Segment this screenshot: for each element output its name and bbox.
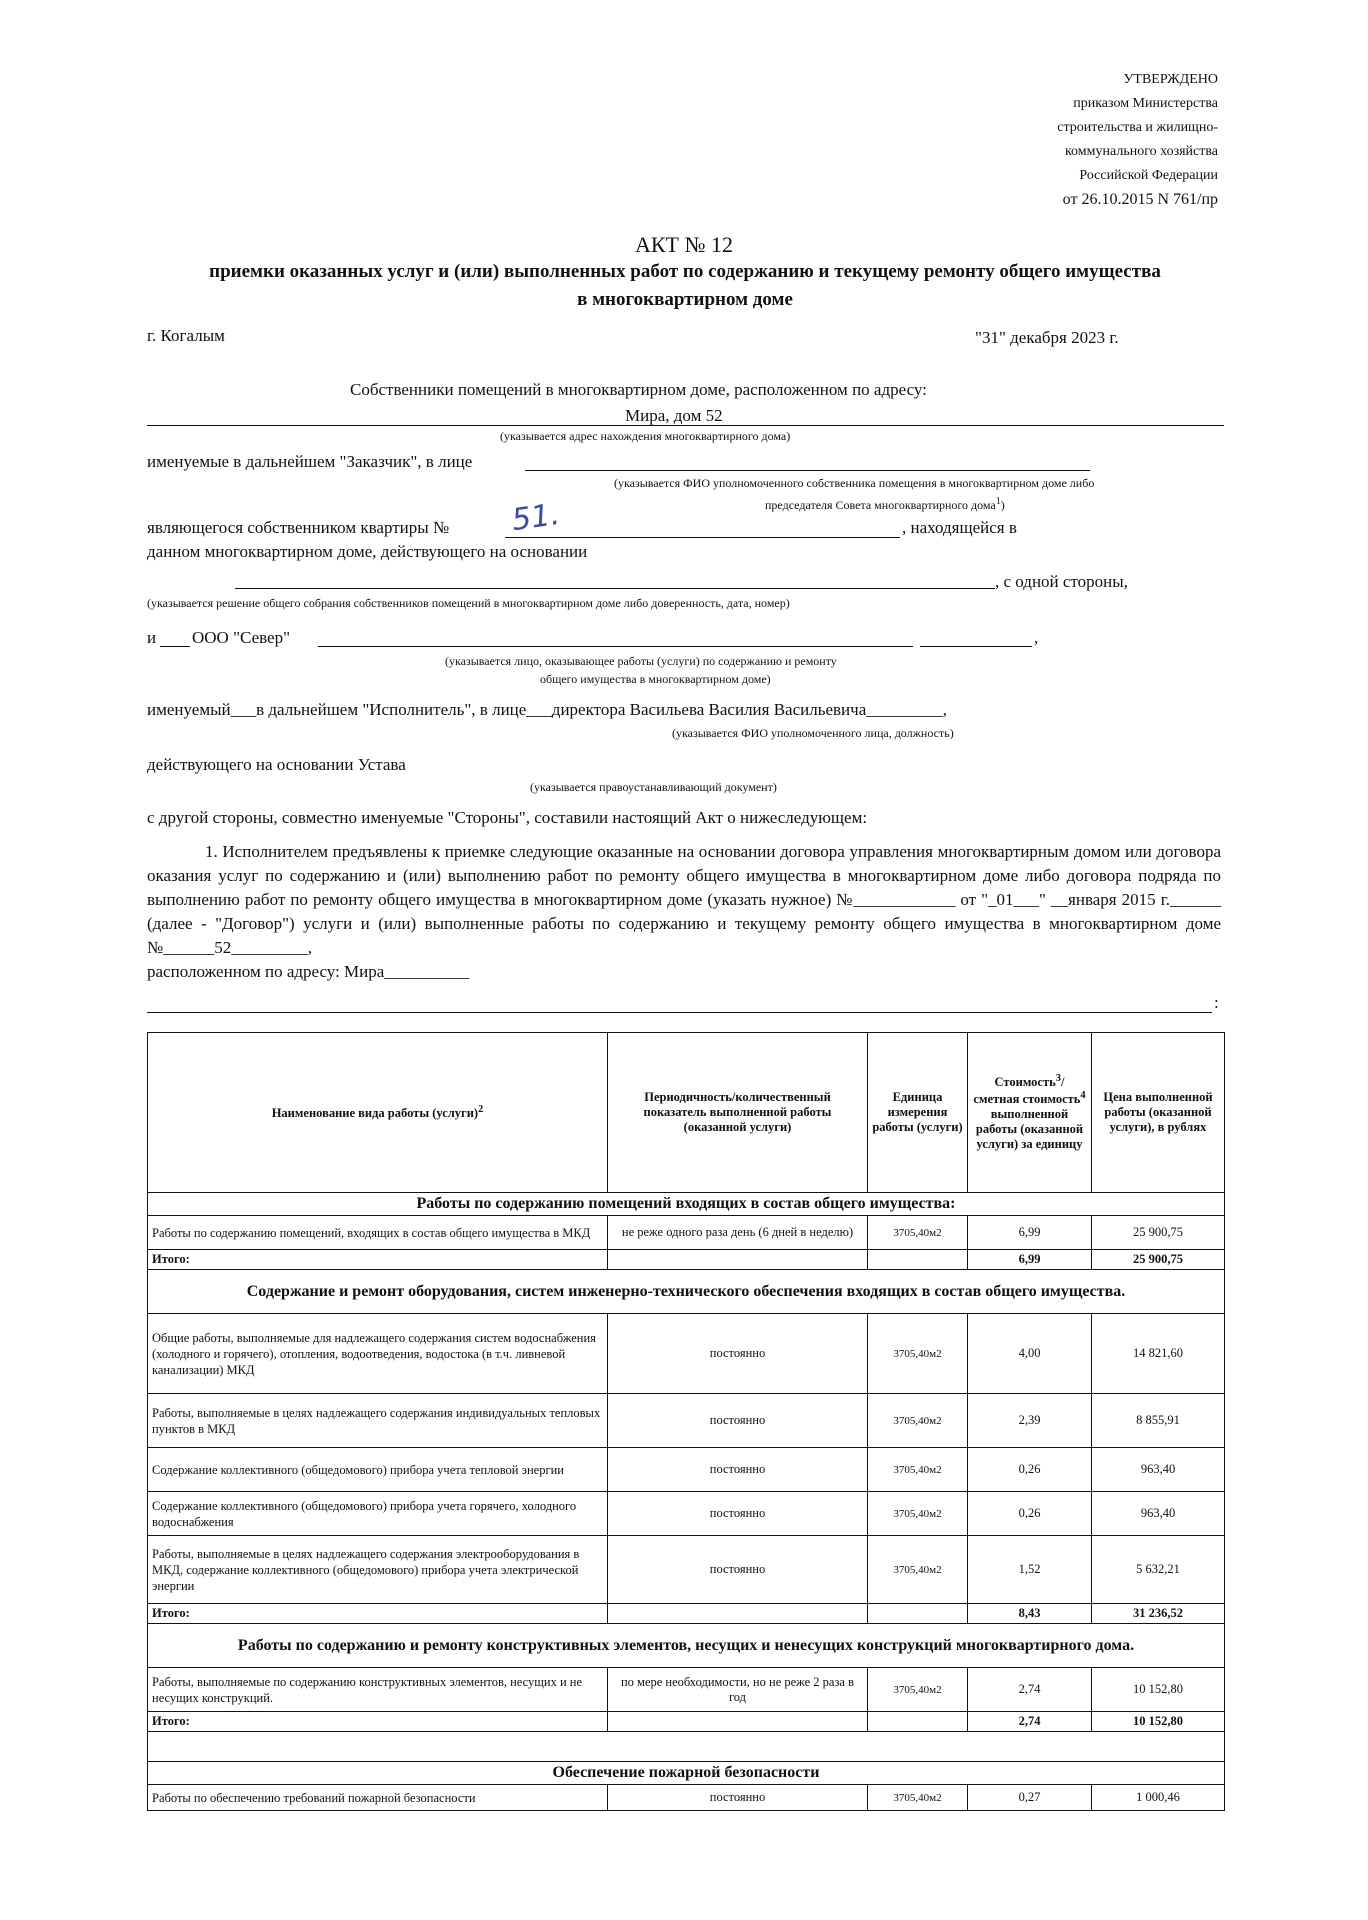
table-row [148,1314,1225,1394]
row-unit: 3705,40м2 [868,1314,968,1394]
row-period: постоянно [608,1394,868,1448]
section-row [148,1624,1225,1668]
owners-line: Собственники помещений в многоквартирном доме, расположенном по адресу: [350,380,927,399]
row-name: Работы по обеспечению требований пожарной безопасности [148,1785,608,1811]
row-cost: 0,26 [968,1448,1092,1492]
city: г. Когалым [147,326,225,345]
row-unit: 3705,40м2 [868,1394,968,1448]
section-title: Работы по содержанию и ремонту конструктивных элементов, несущих и ненесущих конструкций многоквартирного дома. [148,1624,1225,1668]
row-unit: 3705,40м2 [868,1668,968,1712]
row-cost: 0,26 [968,1492,1092,1536]
row-period: постоянно [608,1536,868,1604]
document-page: УТВЕРЖДЕНО приказом Министерства строительства и жилищно- коммунального хозяйства Российской Федерации от 26.10.2015 N 761/пр АКТ № 12 приемки оказанных услуг и (или) выполненных работ по содержанию и текущему ремонту общего имущества в многоквартирном доме г. Когалым "31" декабря 2023 г. Собственники помещений в многоквартирном доме, расположенном по адресу: Мира, дом 52 (указывается адрес нахождения многоквартирного дома) именуемые в дальнейшем "Заказчик", в лице (указывается ФИО уполномоченного собственника помещения в многоквартирном доме либо председателя Совета многоквартирного дома$^1$) являющегося собственником квартиры № 51. , находящейся в данном многоквартирном доме, действующего на основании , с одной стороны, (указывается решение общего собрания собственников помещений в многоквартирном доме либо доверенность, дата, номер) и ООО "Север" , (указывается лицо, оказывающее работы (услуги) по содержанию и ремонту общего имущества в многоквартирном доме) именуемый___в дальнейшем "Исполнитель", в лице___директора Васильева Василия Васильевича_________, (указывается ФИО уполномоченного лица, должность) действующего на основании Устава (указывается правоустанавливающий документ) с другой стороны, совместно именуемые "Стороны", составили настоящий Акт о нижеследующем: 1. Исполнителем предъявлены к приемке следующие оказанные на основании договора управления многоквартирным домом или договора оказания услуг по содержанию и (или) выполнению работ по ремонту общего имущества в многоквартирном доме либо договора подряда по выполнению работ по ремонту общего имущества в многоквартирном доме (указать нужное) №____________ от "_01___" __января 2015 г.______ (далее - "Договор") услуги и (или) выполненные работы по содержанию и текущему ремонту общего имущества в многоквартирном доме №______52_________, расположенном по адресу: Мира__________ : Наименование вида работы (услуги)$^2$ Периодичность/количественный показатель выполненной работы (оказанной услуги) Единица измерения работы (услуги) Стоимость$^3$/сметная стоимость$^4$ выполненной работы (оказанной услуги) за единицу Цена выполненной работы (оказанной услуги), в рублях Работы по содержанию помещений входящих в состав общего имущества: Работы по содержанию помещений, входящих в состав общего имущества в МКД не реже одного раза день (6 дней в неделю) 3705,40м2 6,99 25 900,75 Итого: 6,99 25 900,75 Содержание и ремонт оборудования, систем инженерно-технического обеспечения входящих в состав общего имущества. Общие работы, выполняемые для надлежащего содержания систем водоснабжения (холодного и горячего), отопления, водоотведения, водостока (в т.ч. ливневой канализации) МКД постоянно 3705,40м2 4,00 14 821,60 Работы, выполняемые в целях надлежащего содержания индивидуальных тепловых пунктов в МКД постоянно 3705,40м2 2,39 8 855,91 Содержание коллективного (общедомового) прибора учета тепловой энергии постоянно 3705,40м2 0,26 963,40 Содержание коллективного (общедомового) прибора учета горячего, холодного водоснабжения постоянно 3705,40м2 0,26 963,40 Работы, выполняемые в целях надлежащего содержания электрооборудования в МКД, содержание коллективного (общедомового) прибора учета электрической энергии постоянно 3705,40м2 1,52 5 632,21 Итого: 8,43 31 236,52 Работы по содержанию и ремонту конструктивных элементов, несущих и ненесущих конструкций многоквартирного дома. Работы, выполняемые по содержанию конструктивных элементов, несущих и не несущих конструкций. по мере необходимости, но не реже 2 раза в год 3705,40м2 2,74 10 152,80 Итого: 2,74 10 152,80 Обеспечение пожарной безопасности Работы по обеспечению требований пожарной безопасности постоянно 3705,40м2 0,27 1 000,46 [0,0,1368,1920]
section-row [148,1193,1225,1216]
approved-line: коммунального хозяйства [1064,144,1218,159]
table-row [148,1668,1225,1712]
basis-note: (указывается решение общего собрания собственников помещений в многоквартирном доме либо доверенность, дата, номер) [147,596,790,610]
approved-line: УТВЕРЖДЕНО [1123,72,1218,87]
approved-line: от 26.10.2015 N 761/пр [1062,191,1218,208]
document-date: "31" декабря 2023 г. [975,328,1119,347]
row-cost: 4,00 [968,1314,1092,1394]
section-title: Содержание и ремонт оборудования, систем инженерно-технического обеспечения входящих в состав общего имущества. [148,1270,1225,1314]
approved-line: приказом Министерства [1073,96,1218,111]
row-period: постоянно [608,1492,868,1536]
row-price: 963,40 [1092,1492,1225,1536]
contractor-name: ООО "Север" [192,628,291,647]
section-row [148,1762,1225,1785]
total-row [148,1712,1225,1732]
row-unit: 3705,40м2 [868,1492,968,1536]
charter-line: действующего на основании Устава [147,755,406,774]
executor-note: (указывается ФИО уполномоченного лица, должность) [672,726,954,740]
row-price: 25 900,75 [1092,1216,1225,1250]
row-period: по мере необходимости, но не реже 2 раза в год [608,1668,868,1712]
header-period: Периодичность/количественный показатель выполненной работы (оказанной услуги) [608,1033,868,1193]
section-title: Работы по содержанию помещений входящих в состав общего имущества: [148,1193,1225,1216]
customer-note-1: (указывается ФИО уполномоченного собственника помещения в многоквартирном доме либо [614,476,1095,490]
table-row [148,1394,1225,1448]
header-price: Цена выполненной работы (оказанной услуги), в рублях [1092,1033,1225,1193]
customer-rule [525,470,1090,471]
total-row [148,1250,1225,1270]
one-side: , с одной стороны, [995,572,1128,591]
section-title: Обеспечение пожарной безопасности [148,1762,1225,1785]
acting-basis: данном многоквартирном доме, действующего на основании [147,542,588,561]
row-unit: 3705,40м2 [868,1536,968,1604]
row-price: 8 855,91 [1092,1394,1225,1448]
approved-line: Российской Федерации [1079,168,1218,183]
total-label: Итого: [148,1250,608,1270]
row-price: 14 821,60 [1092,1314,1225,1394]
customer-line: именуемые в дальнейшем "Заказчик", в лице [147,452,473,471]
row-cost: 2,39 [968,1394,1092,1448]
row-unit: 3705,40м2 [868,1785,968,1811]
flat-rule [505,537,900,538]
paragraph-1 [147,840,1221,984]
owner-flat-line: являющегося собственником квартиры № [147,518,450,537]
row-name: Работы, выполняемые в целях надлежащего содержания индивидуальных тепловых пунктов в МКД [148,1394,608,1448]
total-cost: 2,74 [968,1712,1092,1732]
located-in: , находящейся в [902,518,1017,537]
row-cost: 2,74 [968,1668,1092,1712]
row-price: 10 152,80 [1092,1668,1225,1712]
table-row [148,1492,1225,1536]
total-price: 25 900,75 [1092,1250,1225,1270]
table-header-row [148,1033,1225,1193]
row-period: постоянно [608,1314,868,1394]
total-row [148,1604,1225,1624]
address-note: (указывается адрес нахождения многоквартирного дома) [500,429,791,443]
header-unit: Единица измерения работы (услуги) [868,1033,968,1193]
parties-line: с другой стороны, совместно именуемые "Стороны", составили настоящий Акт о нижеследующем: [147,808,868,827]
paragraph-1-text: 1. Исполнителем предъявлены к приемке следующие оказанные на основании договора управления многоквартирным домом или договора оказания услуг по содержанию и (или) выполнению работ по ремонту общего имущества в многоквартирном доме либо договора подряда по выполнению работ по ремонту общего имущества в многоквартирном доме (указать нужное) №____________ от "_01___" __января 2015 г.______ (далее - "Договор") услуги и (или) выполненные работы по содержанию и текущему ремонту общего имущества в многоквартирном доме №______52_________, [147,842,1221,957]
row-name: Общие работы, выполняемые для надлежащего содержания систем водоснабжения (холодного и горячего), отопления, водоотведения, водостока (в т.ч. ливневой канализации) МКД [148,1314,608,1394]
row-period: не реже одного раза день (6 дней в неделю) [608,1216,868,1250]
row-name: Работы, выполняемые в целях надлежащего содержания электрооборудования в МКД, содержание коллективного (общедомового) прибора учета электрической энергии [148,1536,608,1604]
contractor-note-1: (указывается лицо, оказывающее работы (услуги) по содержанию и ремонту [445,654,837,668]
header-cost: Стоимость$^3$/сметная стоимость$^4$ выполненной работы (оказанной услуги) за единицу [968,1033,1092,1193]
total-cost: 8,43 [968,1604,1092,1624]
section-row [148,1270,1225,1314]
approved-line: строительства и жилищно- [1057,120,1218,135]
header-name: Наименование вида работы (услуги)$^2$ [148,1033,608,1193]
total-label: Итого: [148,1712,608,1732]
table-row [148,1785,1225,1811]
basis-rule [235,588,995,589]
row-name: Работы, выполняемые по содержанию конструктивных элементов, несущих и не несущих конструкций. [148,1668,608,1712]
row-name: Содержание коллективного (общедомового) прибора учета тепловой энергии [148,1448,608,1492]
contractor-rule-right [920,646,1032,647]
document-subtitle [140,258,1230,314]
charter-note: (указывается правоустанавливающий документ) [530,780,777,794]
subtitle-line-2: в многоквартирном доме [577,289,793,310]
executor-line: именуемый___в дальнейшем "Исполнитель", в лице___директора Васильева Василия Васильевича_________, [147,700,947,719]
spacer-row [148,1732,1225,1762]
colon: : [1214,993,1219,1012]
row-period: постоянно [608,1448,868,1492]
table-row [148,1448,1225,1492]
row-cost: 0,27 [968,1785,1092,1811]
approval-stamp [958,68,1218,212]
flat-number-handwritten: 51. [509,496,562,539]
paragraph-1-last: расположенном по адресу: Мира__________ [147,962,470,981]
customer-note-2: председателя Совета многоквартирного дома$^1$) [765,496,1005,512]
subtitle-line-1: приемки оказанных услуг и (или) выполненных работ по содержанию и текущему ремонту общего имущества [209,261,1161,282]
row-price: 5 632,21 [1092,1536,1225,1604]
row-cost: 1,52 [968,1536,1092,1604]
total-label: Итого: [148,1604,608,1624]
row-unit: 3705,40м2 [868,1448,968,1492]
services-table [147,1032,1225,1811]
document-title: АКТ № 12 [635,232,733,257]
address-value: Мира, дом 52 [625,406,723,425]
total-price: 31 236,52 [1092,1604,1225,1624]
total-price: 10 152,80 [1092,1712,1225,1732]
contractor-rule [318,646,913,647]
address-continuation-rule [147,1012,1212,1013]
total-cost: 6,99 [968,1250,1092,1270]
table-row [148,1536,1225,1604]
table-row [148,1216,1225,1250]
row-period: постоянно [608,1785,868,1811]
row-name: Содержание коллективного (общедомового) прибора учета горячего, холодного водоснабжения [148,1492,608,1536]
row-cost: 6,99 [968,1216,1092,1250]
address-rule [147,425,1224,426]
row-name: Работы по содержанию помещений, входящих в состав общего имущества в МКД [148,1216,608,1250]
contractor-note-2: общего имущества в многоквартирном доме) [540,672,771,686]
row-price: 1 000,46 [1092,1785,1225,1811]
and-prefix: и [147,628,157,647]
row-unit: 3705,40м2 [868,1216,968,1250]
contractor-rule-left [160,646,190,647]
row-price: 963,40 [1092,1448,1225,1492]
